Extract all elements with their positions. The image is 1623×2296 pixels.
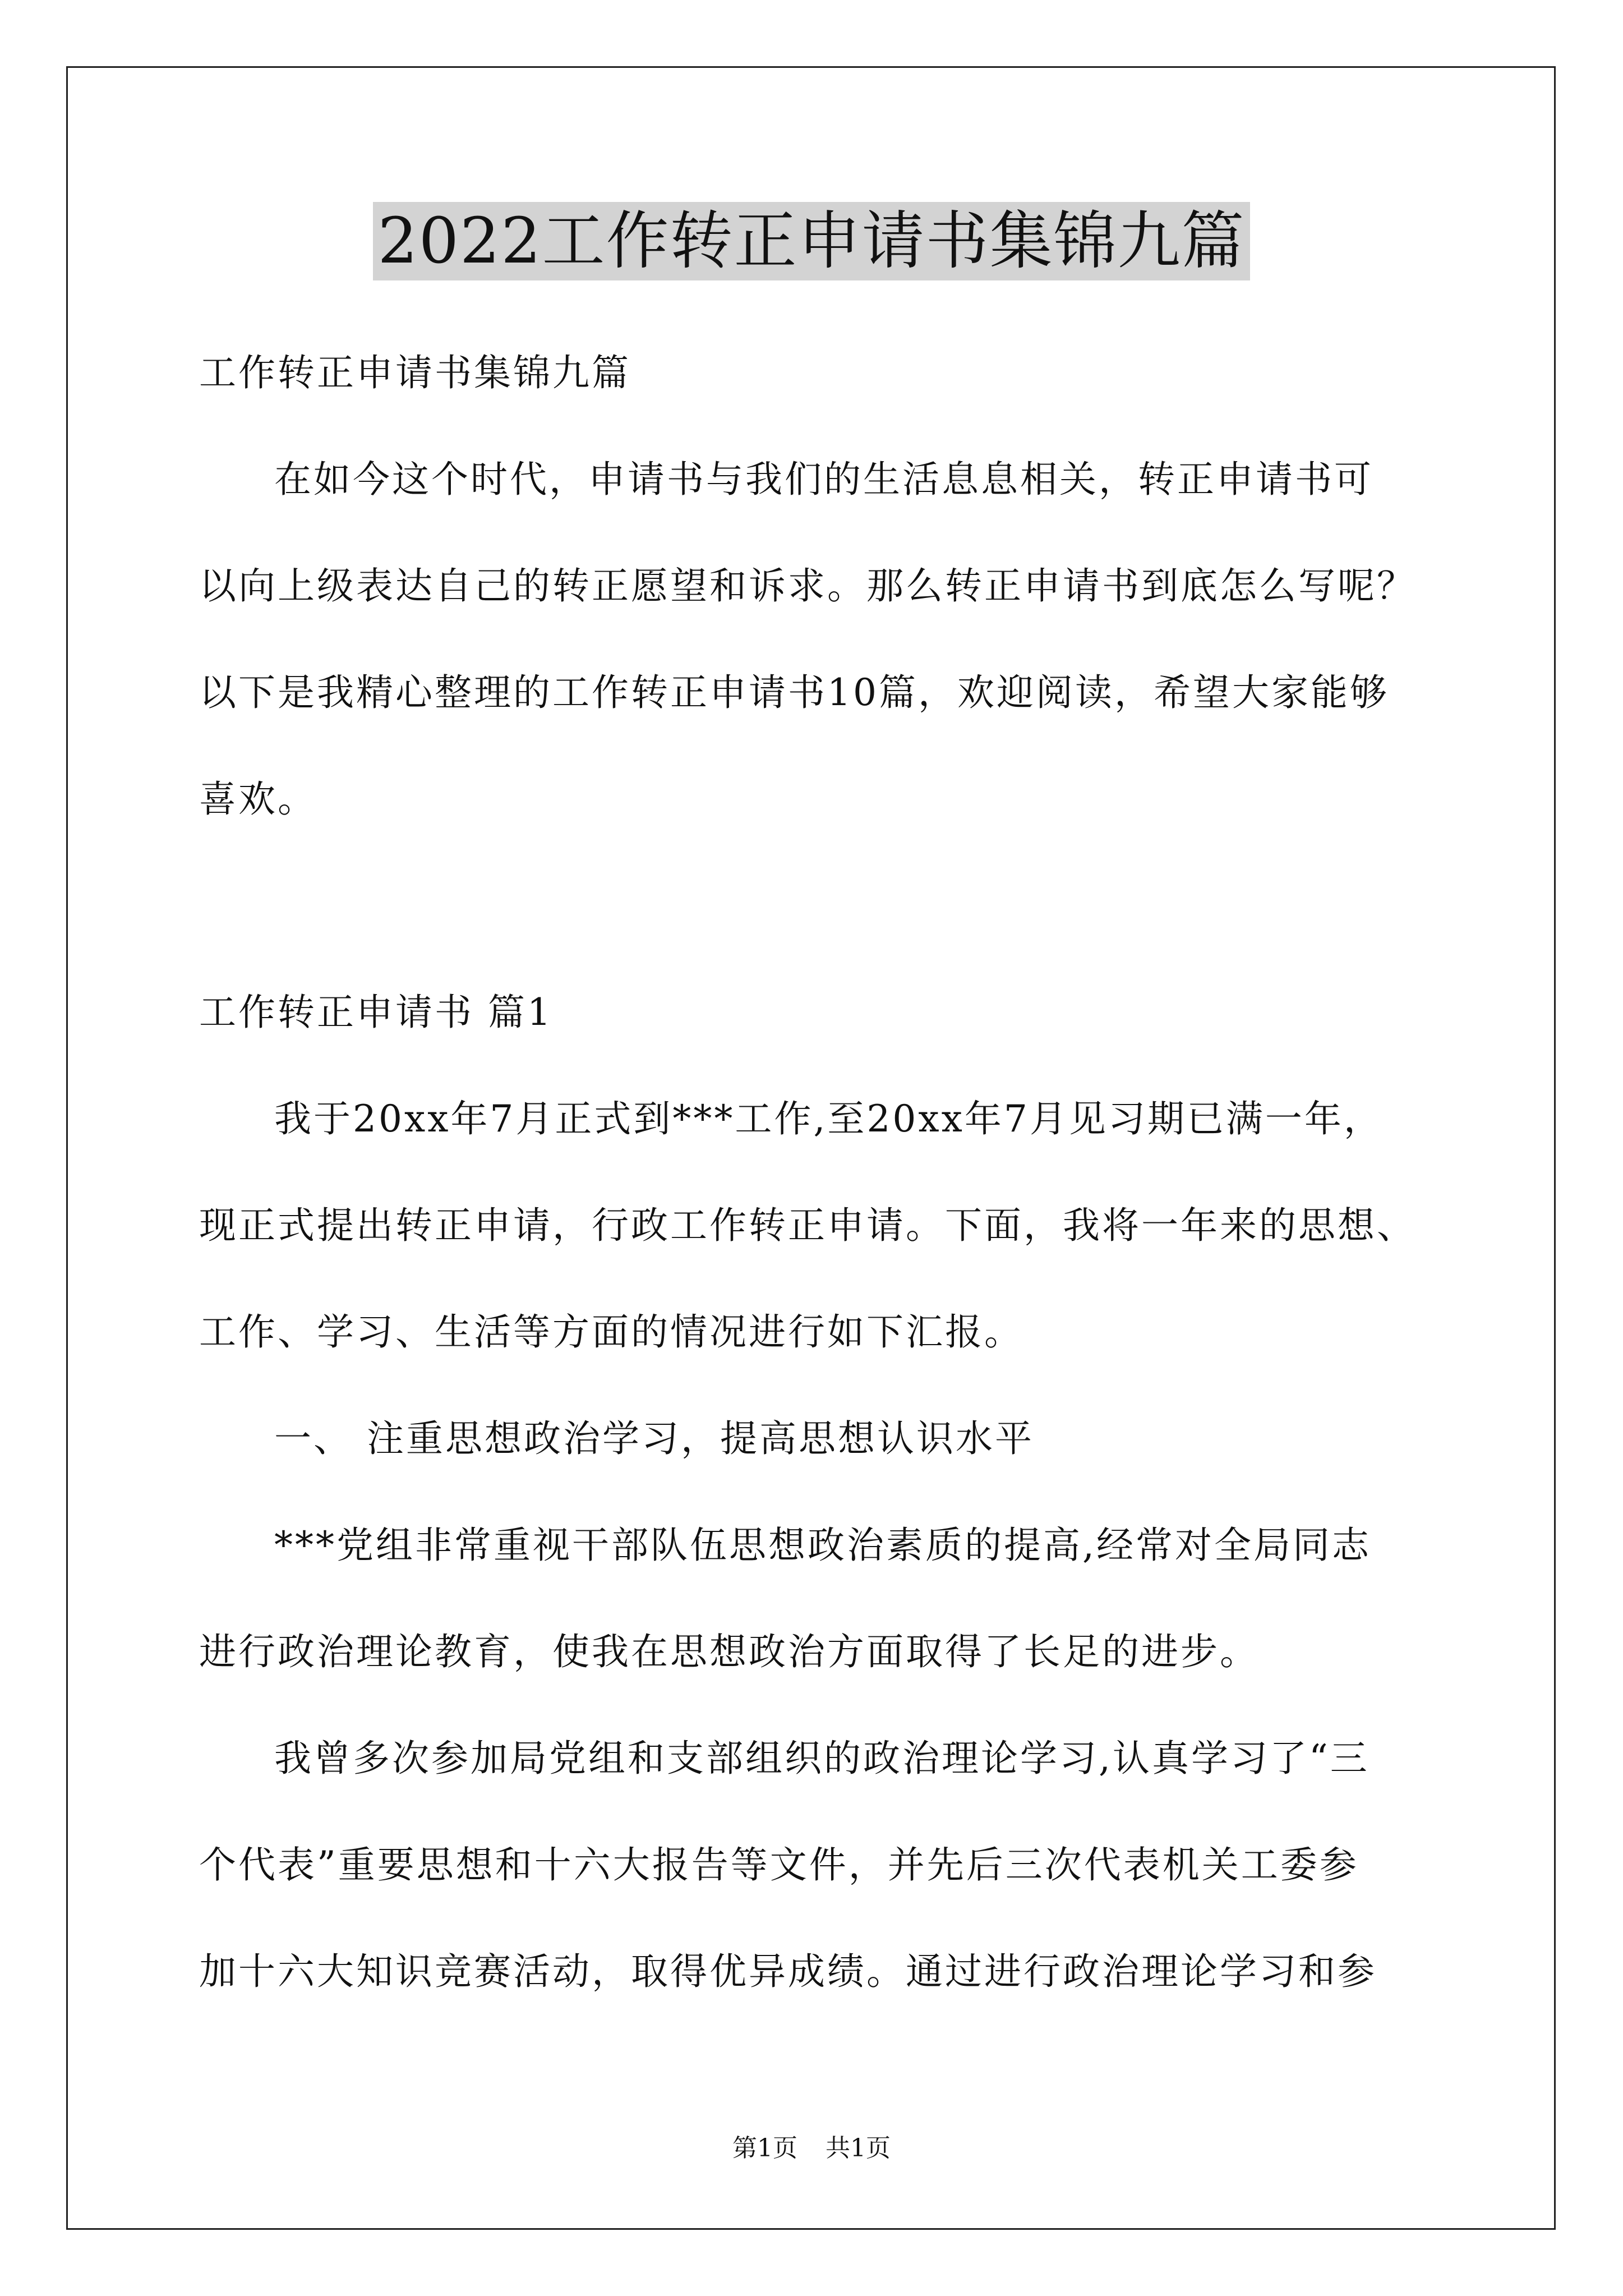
intro-line-2: 以向上级表达自己的转正愿望和诉求。那么转正申请书到底怎么写呢？ — [199, 564, 1416, 608]
page-total: 共1页 — [826, 2134, 891, 2162]
body-line-3: 工作、学习、生活等方面的情况进行如下汇报。 — [199, 1310, 1023, 1354]
intro-line-3: 以下是我精心整理的工作转正申请书10篇，欢迎阅读，希望大家能够 — [199, 671, 1389, 714]
page-number: 第1页 — [732, 2134, 797, 2162]
subheading-line: 一、 注重思想政治学习，提高思想认识水平 — [274, 1417, 1034, 1460]
document-title: 2022工作转正申请书集锦九篇 — [373, 202, 1249, 280]
body-line-2: 现正式提出转正申请，行政工作转正申请。下面，我将一年来的思想、 — [199, 1204, 1416, 1247]
intro-line-1: 在如今这个时代，申请书与我们的生活息息相关，转正申请书可 — [274, 458, 1373, 501]
page-footer — [0, 2132, 1623, 2165]
intro-line-4: 喜欢。 — [199, 777, 317, 821]
body-line-1: 我于20xx年7月正式到***工作,至20xx年7月见习期已满一年， — [274, 1097, 1383, 1140]
subtitle-line: 工作转正申请书集锦九篇 — [199, 351, 631, 394]
body-line-7: 个代表”重要思想和十六大报告等文件，并先后三次代表机关工委参 — [199, 1843, 1359, 1887]
section-heading: 工作转正申请书 篇1 — [199, 991, 553, 1034]
body-line-4: ***党组非常重视干部队伍思想政治素质的提高,经常对全局同志 — [274, 1524, 1371, 1567]
title-container — [0, 202, 1623, 280]
body-line-5: 进行政治理论教育，使我在思想政治方面取得了长足的进步。 — [199, 1630, 1259, 1673]
body-line-8: 加十六大知识竞赛活动，取得优异成绩。通过进行政治理论学习和参 — [199, 1950, 1377, 1993]
body-line-6: 我曾多次参加局党组和支部组织的政治理论学习,认真学习了“三 — [274, 1737, 1370, 1780]
